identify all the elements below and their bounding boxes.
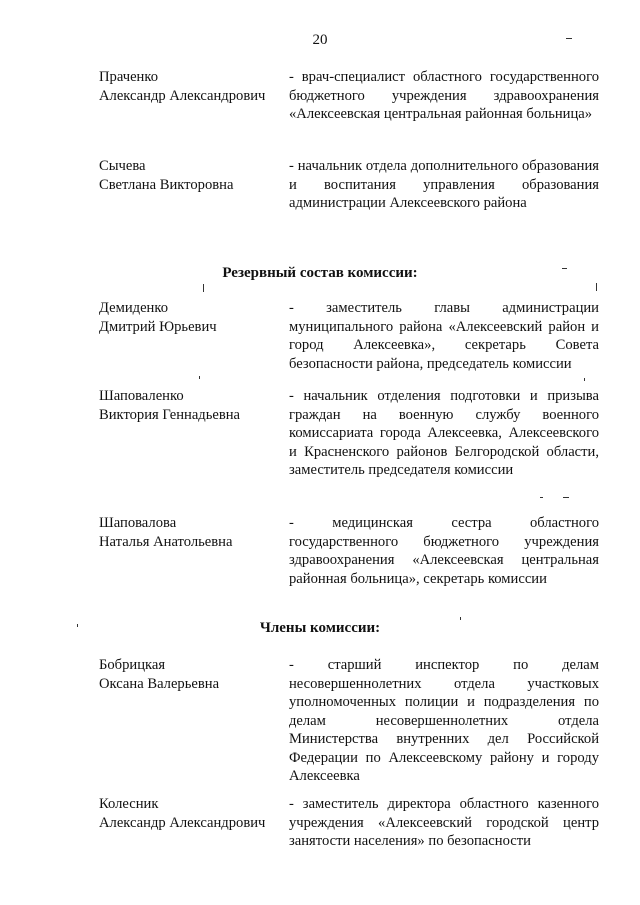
person-name [99, 299, 289, 373]
scan-speck [584, 378, 585, 381]
commission-entry [99, 299, 599, 373]
commission-entry [99, 514, 599, 588]
person-role: - заместитель директора областного казенного учреждения «Алексеевский городской центр занятости населения» по безопасности [289, 796, 599, 849]
person-given-name: Дмитрий Юрьевич [99, 318, 217, 335]
person-surname: Шаповалова [99, 515, 177, 531]
page-number: 20 [312, 32, 328, 48]
person-name [99, 795, 289, 851]
section-heading-reserve: Резервный состав комиссии: [222, 265, 418, 281]
person-role: - начальник отдела дополнительного образования и воспитания управления образования администрации Алексеевского района [289, 158, 599, 211]
scan-speck [77, 624, 78, 627]
person-given-name: Оксана Валерьевна [99, 675, 220, 692]
person-name [99, 514, 289, 588]
scan-speck [563, 497, 569, 498]
commission-entry [99, 157, 599, 213]
person-name [99, 68, 289, 124]
scan-speck [596, 283, 597, 291]
scan-speck [562, 268, 567, 269]
scan-speck [203, 284, 204, 292]
person-role: - медицинская сестра областного государственного бюджетного учреждения здравоохранения «Алексеевская центральная районная больница», секретарь комиссии [289, 515, 599, 587]
person-name [99, 157, 289, 213]
person-role: - старший инспектор по делам несовершеннолетних отдела участковых уполномоченных полиции и подразделения по делам несовершеннолетних отдела Министерства внутренних дел Российской Федерации по Алексеевскому району и городу Алексеевка [289, 657, 599, 784]
person-name [99, 656, 289, 786]
person-surname: Бобрицкая [99, 657, 166, 673]
person-role: - начальник отделения подготовки и призыва граждан на военную службу военного комиссариата города Алексеевка, Алексеевского и Красненского районов Белгородской области, заместитель председателя комиссии [289, 388, 599, 478]
person-surname: Колесник [99, 796, 159, 812]
section-heading-members: Члены комиссии: [259, 620, 381, 636]
commission-entry [99, 68, 599, 124]
scan-speck [460, 617, 461, 620]
scan-speck [199, 376, 200, 379]
commission-entry [99, 387, 599, 480]
person-role: - заместитель главы администрации муниципального района «Алексеевский район и город Алексеевка», секретарь Совета безопасности района, председатель комиссии [289, 300, 599, 372]
commission-entry [99, 795, 599, 851]
person-surname: Сычева [99, 158, 146, 174]
person-given-name: Виктория Геннадьевна [99, 406, 241, 423]
scan-speck [540, 497, 543, 498]
commission-entry [99, 656, 599, 786]
person-role: - врач-специалист областного государственного бюджетного учреждения здравоохранения «Алексеевская центральная районная больница» [289, 69, 599, 122]
person-surname: Шаповаленко [99, 388, 184, 404]
person-given-name: Александр Александрович [99, 87, 266, 104]
person-surname: Праченко [99, 69, 159, 85]
scan-speck [566, 38, 572, 39]
person-given-name: Светлана Викторовна [99, 176, 234, 193]
person-name [99, 387, 289, 480]
person-surname: Демиденко [99, 300, 169, 316]
person-given-name: Александр Александрович [99, 814, 266, 831]
person-given-name: Наталья Анатольевна [99, 533, 233, 550]
